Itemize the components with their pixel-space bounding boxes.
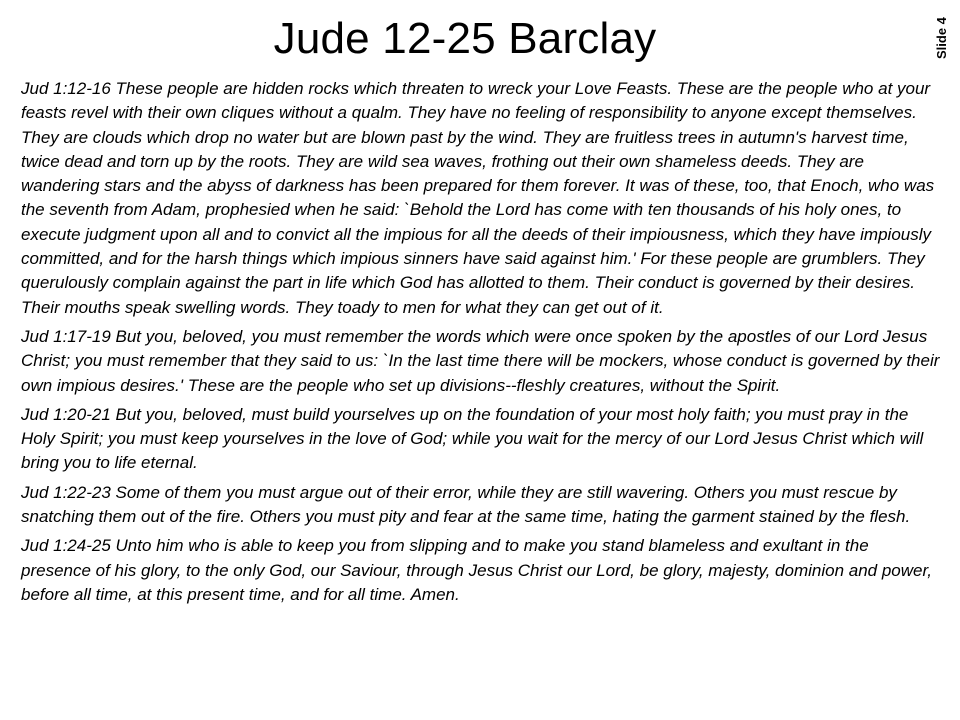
passage-jude-17-19: Jud 1:17-19 But you, beloved, you must remember the words which were once spoken by the apostles of our Lord Jesus Christ; you must remember that they said to us: `In the last time there will be mockers, whose conduct is governed by their own impious desires.' These are the people who set up divisions--fleshly creatures, without the Spirit.	[21, 326, 940, 395]
passage-jude-24-25: Jud 1:24-25 Unto him who is able to keep you from slipping and to make you stand blameless and exultant in the presence of his glory, to the only God, our Saviour, through Jesus Christ our Lord, be glory, majesty, dominion and power, before all time, at this present time, and for all time. Amen.	[21, 536, 932, 604]
passage-jude-20-21: Jud 1:20-21 But you, beloved, must build yourselves up on the foundation of your most holy faith; you must pray in the Holy Spirit; you must keep yourselves in the love of God; while you wait for the mercy of our Lord Jesus Christ which will bring you to life eternal.	[21, 404, 924, 473]
passage-list	[21, 77, 943, 612]
slide-number: Slide 4	[934, 17, 949, 59]
slide-title: Jude 12-25 Barclay	[273, 14, 657, 63]
passage-jude-22-23: Jud 1:22-23 Some of them you must argue out of their error, while they are still wavering. Others you must rescue by snatching them out of the fire. Others you must pity and fear at the same time, hating the garment stained by the flesh.	[21, 482, 911, 527]
passage-jude-12-16: Jud 1:12-16 These people are hidden rocks which threaten to wreck your Love Feasts. These are the people who at your feasts revel with their own cliques without a qualm. They have no feeling of responsibility to anyone except themselves. They are clouds which drop no water but are blown past by the wind. They are fruitless trees in autumn's harvest time, twice dead and torn up by the roots. They are wild sea waves, frothing out their own shameless deeds. They are wandering stars and the abyss of darkness has been prepared for them forever. It was of these, too, that Enoch, who was the seventh from Adam, prophesied when he said: `Behold the Lord has come with ten thousands of his holy ones, to execute judgment upon all and to convict all the impious for all the deeds of their impiousness, which they have impiously committed, and for the harsh things which impious sinners have said against him.' For these people are grumblers. They querulously complain against the part in life which God has allotted to them. Their conduct is governed by their desires. Their mouths speak swelling words. They toady to men for what they can get out of it.	[21, 79, 935, 317]
